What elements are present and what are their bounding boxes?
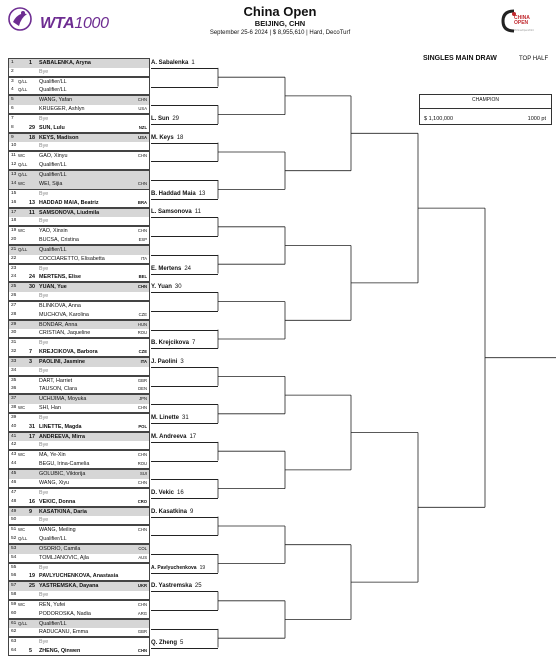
player-name: SAMSONOVA, Liudmila <box>39 209 100 216</box>
second-round-seed: 18 <box>176 134 184 141</box>
draw-position: 44 <box>11 461 17 467</box>
seed-number: 11 <box>29 209 35 216</box>
seed-number: 13 <box>29 199 35 206</box>
player-name: TAUSON, Clara <box>39 386 77 393</box>
draw-position: 43 <box>11 452 17 458</box>
player-name: CRISTIAN, Jaqueline <box>39 330 91 337</box>
draw-position: 18 <box>11 218 17 224</box>
country-code: ITA <box>140 359 147 364</box>
country-code: CHN <box>137 601 147 607</box>
player-name: Qualifier/LL <box>39 620 67 627</box>
draw-position: 59 <box>11 601 17 607</box>
draw-position: 9 <box>11 134 14 140</box>
draw-position: 7 <box>11 116 14 122</box>
country-code: CHN <box>137 479 147 485</box>
player-name: RADUCANU, Emma <box>39 629 89 636</box>
draw-position: 5 <box>11 97 14 103</box>
entry-status: Q/LL <box>18 172 28 178</box>
second-round-player: B. Haddad Maia <box>151 190 196 197</box>
draw-position: 60 <box>11 610 17 616</box>
player-name: MUCHOVA, Karolina <box>39 311 89 318</box>
entry-status: Q/LL <box>18 246 28 252</box>
draw-position: 19 <box>11 228 17 234</box>
country-code: CHN <box>137 527 147 533</box>
draw-title: SINGLES MAIN DRAW <box>423 55 497 62</box>
second-round-player: D. Vekic <box>151 489 175 496</box>
draw-position: 24 <box>11 274 17 280</box>
player-name: Bye <box>39 340 49 347</box>
second-round-player: J. Paolini <box>151 359 178 366</box>
player-name: Bye <box>39 367 49 374</box>
seed-number: 1 <box>29 60 32 66</box>
player-name: SABALENKA, Aryna <box>39 60 91 66</box>
draw-position: 2 <box>11 68 14 74</box>
champion-points: 1000 pt <box>527 116 546 122</box>
country-code: CHN <box>137 180 147 186</box>
draw-position: 1 <box>11 60 14 65</box>
country-code: USA <box>138 134 147 140</box>
seed-number: 7 <box>29 349 32 355</box>
draw-position: 33 <box>11 359 17 364</box>
draw-position: 56 <box>11 573 17 579</box>
second-round-player: Q. Zheng <box>151 639 177 646</box>
player-name: WEI, Sijia <box>39 180 63 187</box>
draw-position: 55 <box>11 564 17 570</box>
draw-position: 54 <box>11 554 17 560</box>
country-code: BEL <box>138 274 147 280</box>
player-name: PODOROSKA, Nadia <box>39 610 91 617</box>
draw-position: 36 <box>11 386 17 392</box>
player-name: UCHIJIMA, Moyuka <box>39 396 87 403</box>
draw-position: 50 <box>11 517 17 523</box>
draw-position: 46 <box>11 479 17 485</box>
entry-status: Q/LL <box>18 78 28 84</box>
draw-position: 10 <box>11 143 17 149</box>
country-code: CZE <box>138 349 147 354</box>
seed-number: 16 <box>29 498 35 505</box>
draw-position: 4 <box>11 87 14 93</box>
country-code: POL <box>138 423 147 429</box>
country-code: SUI <box>140 471 147 477</box>
second-round-seed: 17 <box>189 433 197 440</box>
player-name: REN, Yufei <box>39 601 66 608</box>
player-name: Bye <box>39 190 49 197</box>
player-name: Bye <box>39 489 49 496</box>
draw-position: 37 <box>11 396 17 402</box>
country-code: CHN <box>137 284 147 290</box>
draw-position: 41 <box>11 433 17 439</box>
country-code: HUN <box>137 321 147 327</box>
draw-position: 47 <box>11 489 17 495</box>
draw-position: 52 <box>11 535 17 541</box>
country-code: ROU <box>137 330 147 336</box>
player-name: Qualifier/LL <box>39 162 67 169</box>
country-code: USA <box>138 106 147 112</box>
player-name: GOLUBIC, Viktorija <box>39 471 86 478</box>
player-name: BLINKOVA, Anna <box>39 302 81 309</box>
draw-position: 31 <box>11 340 17 346</box>
entry-status: WC <box>18 153 26 159</box>
country-code: CHN <box>137 452 147 458</box>
player-name: WANG, Yafan <box>39 97 73 104</box>
seed-number: 9 <box>29 508 32 515</box>
second-round-seed: 5 <box>180 639 184 646</box>
country-code: CHN <box>137 97 147 103</box>
champion-prize: $ 1,100,000 <box>424 116 454 122</box>
draw-position: 39 <box>11 415 17 421</box>
draw-position: 21 <box>11 246 17 252</box>
draw-position: 57 <box>11 583 17 589</box>
country-code: ARG <box>137 610 147 616</box>
second-round-seed: 29 <box>172 115 180 122</box>
player-name: YASTREMSKA, Dayana <box>39 583 99 590</box>
player-name: YAO, Xinxin <box>39 228 68 235</box>
player-name: Bye <box>39 442 49 449</box>
draw-position: 35 <box>11 377 17 383</box>
entry-status: WC <box>18 452 26 458</box>
second-round-player: D. Kasatkina <box>151 508 188 515</box>
country-code: NZL <box>138 124 147 130</box>
player-name: KEYS, Madison <box>39 134 79 141</box>
draw-position: 49 <box>11 508 17 514</box>
country-code: JPN <box>139 396 147 402</box>
player-name: Qualifier/LL <box>39 78 67 85</box>
wta-logo-text: WTA1000 <box>40 15 109 32</box>
country-code: CZE <box>138 311 147 317</box>
draw-position: 58 <box>11 591 17 597</box>
player-name: VEKIC, Donna <box>39 498 76 505</box>
player-name: GAO, Xinyu <box>39 153 68 160</box>
seed-number: 5 <box>29 648 32 654</box>
player-name: Bye <box>39 68 49 75</box>
player-name: Qualifier/LL <box>39 535 67 542</box>
seed-number: 19 <box>29 573 35 580</box>
second-round-player: D. Yastremska <box>151 583 192 590</box>
player-name: LINETTE, Magda <box>39 423 82 430</box>
player-name: PAOLINI, Jasmine <box>39 359 86 365</box>
entry-status: Q/LL <box>18 87 28 93</box>
draw-position: 28 <box>11 311 17 317</box>
second-round-player: M. Linette <box>151 415 179 422</box>
seed-number: 18 <box>29 134 35 141</box>
draw-position: 30 <box>11 330 17 336</box>
player-name: Bye <box>39 292 49 299</box>
draw-position: 25 <box>11 284 17 290</box>
draw-section: TOP HALF <box>519 56 549 62</box>
draw-position: 64 <box>11 648 17 653</box>
second-round-seed: 13 <box>198 190 206 197</box>
country-code: AUS <box>138 554 147 560</box>
draw-position: 45 <box>11 471 17 477</box>
draw-position: 13 <box>11 172 17 178</box>
country-code: ESP <box>138 236 147 242</box>
country-code: BRA <box>137 199 147 205</box>
tournament-meta: September 25-6 2024 | $ 8,955,610 | Hard, DecoTurf <box>209 30 351 36</box>
draw-position: 32 <box>11 349 17 354</box>
player-name: Bye <box>39 143 49 150</box>
player-name: Qualifier/LL <box>39 172 67 179</box>
seed-number: 17 <box>29 433 35 440</box>
second-round-player: E. Mertens <box>151 265 182 272</box>
seed-number: 25 <box>29 583 35 590</box>
player-name: Qualifier/LL <box>39 87 67 94</box>
entry-status: WC <box>18 601 26 607</box>
second-round-seed: 31 <box>182 415 189 422</box>
draw-position: 34 <box>11 367 17 373</box>
draw-position: 62 <box>11 629 17 635</box>
draw-position: 20 <box>11 236 17 242</box>
player-name: HADDAD MAIA, Beatriz <box>39 199 99 206</box>
china-open-logo-text: CHINA OPEN <box>514 15 530 26</box>
second-round-seed: 1 <box>191 59 195 66</box>
draw-position: 22 <box>11 255 17 261</box>
entry-status: Q/LL <box>18 162 28 168</box>
draw-position: 29 <box>11 321 17 327</box>
second-round-seed: 25 <box>194 583 202 590</box>
draw-position: 38 <box>11 405 17 411</box>
player-name: TOMLJANOVIC, Ajla <box>39 554 89 561</box>
player-name: WANG, Meiling <box>39 527 76 534</box>
second-round-player: A. Sabalenka <box>151 59 189 66</box>
draw-position: 14 <box>11 180 17 186</box>
player-name: MA, Ye-Xin <box>39 452 66 459</box>
country-code: UKR <box>137 583 147 589</box>
champion-label: CHAMPION <box>472 97 499 103</box>
seed-number: 3 <box>29 359 32 365</box>
second-round-seed: 24 <box>184 265 192 272</box>
country-code: CHN <box>137 405 147 411</box>
draw-position: 26 <box>11 292 17 298</box>
country-code: ROU <box>137 461 147 467</box>
draw-position: 16 <box>11 199 17 205</box>
draw-position: 15 <box>11 190 17 196</box>
second-round-seed: 16 <box>177 489 184 496</box>
player-name: KASATKINA, Daria <box>39 508 87 515</box>
player-name: SUN, Lulu <box>39 124 65 131</box>
second-round-seed: 11 <box>194 209 201 216</box>
player-name: SHI, Han <box>39 405 61 412</box>
draw-position: 48 <box>11 498 17 504</box>
draw-position: 23 <box>11 265 17 271</box>
player-name: OSORIO, Camila <box>39 545 81 552</box>
player-name: COCCIARETTO, Elisabetta <box>39 255 105 262</box>
player-name: BEGU, Irina-Camelia <box>39 461 90 468</box>
entry-status: WC <box>18 405 26 411</box>
entry-status: Q/LL <box>18 535 28 541</box>
draw-position: 17 <box>11 209 17 215</box>
player-name: ZHENG, Qinwen <box>39 648 81 654</box>
entry-status: WC <box>18 180 26 186</box>
player-name: Bye <box>39 415 49 422</box>
player-name: PAVLYUCHENKOVA, Anastasia <box>39 573 119 580</box>
draw-position: 51 <box>11 527 17 533</box>
country-code: GBR <box>137 377 147 383</box>
player-name: WANG, Xiyu <box>39 479 70 486</box>
player-name: Qualifier/LL <box>39 246 67 253</box>
second-round-player: L. Samsonova <box>151 209 192 216</box>
draw-position: 63 <box>11 639 17 645</box>
country-code: CHN <box>137 153 147 159</box>
country-code: CRO <box>137 498 147 504</box>
tournament-title: China Open <box>243 4 317 19</box>
country-code: GBR <box>137 629 147 635</box>
country-code: CHN <box>137 228 147 234</box>
player-name: BONDAR, Anna <box>39 321 78 328</box>
draw-position: 61 <box>11 620 17 626</box>
draw-position: 53 <box>11 545 17 551</box>
draw-position: 11 <box>11 153 16 159</box>
draw-position: 8 <box>11 124 14 130</box>
second-round-seed: 30 <box>174 284 182 291</box>
second-round-seed: 9 <box>190 508 194 515</box>
second-round-seed: 7 <box>192 340 196 347</box>
entry-status: Q/LL <box>18 620 28 626</box>
player-name: Bye <box>39 265 49 272</box>
country-code: COL <box>138 545 147 551</box>
draw-position: 27 <box>11 302 17 308</box>
player-name: ANDREEVA, Mirra <box>39 433 86 440</box>
draw-position: 40 <box>11 423 17 429</box>
draw-position: 6 <box>11 106 14 112</box>
china-open-logo-tag: #ChinaOpen2024 <box>514 29 534 32</box>
player-name: MERTENS, Elise <box>39 274 81 281</box>
entry-status: WC <box>18 527 26 533</box>
second-round-player: B. Krejcikova <box>151 340 190 347</box>
seed-number: 31 <box>29 423 35 430</box>
country-code: CHN <box>137 648 147 653</box>
second-round-player: Y. Yuan <box>151 284 172 291</box>
player-name: Bye <box>39 639 49 646</box>
player-name: KREJCIKOVA, Barbora <box>39 349 98 355</box>
player-name: KRUEGER, Ashlyn <box>39 106 85 113</box>
player-name: Bye <box>39 116 49 123</box>
country-code: DEN <box>138 386 147 392</box>
second-round-player: A. Pavlyuchenkova <box>151 564 197 571</box>
player-name: BUCSA, Cristina <box>39 236 79 243</box>
draw-position: 42 <box>11 442 17 448</box>
second-round-player: L. Sun <box>151 115 170 122</box>
draw-position: 3 <box>11 78 14 84</box>
second-round-player: M. Andreeva <box>151 433 187 440</box>
player-name: Bye <box>39 218 49 225</box>
player-name: YUAN, Yue <box>39 284 67 291</box>
seed-number: 30 <box>29 284 35 291</box>
draw-position: 12 <box>11 162 17 168</box>
entry-status: WC <box>18 228 26 234</box>
second-round-player: M. Keys <box>151 134 174 141</box>
player-name: Bye <box>39 591 49 598</box>
seed-number: 29 <box>29 124 35 131</box>
second-round-seed: 3 <box>180 359 184 366</box>
player-name: Bye <box>39 517 49 524</box>
player-name: Bye <box>39 564 49 571</box>
seed-number: 24 <box>29 274 35 281</box>
second-round-seed: 19 <box>199 564 206 571</box>
player-name: DART, Harriet <box>39 377 73 384</box>
tournament-location: BEIJING, CHN <box>254 19 306 28</box>
country-code: ITA <box>140 255 147 261</box>
